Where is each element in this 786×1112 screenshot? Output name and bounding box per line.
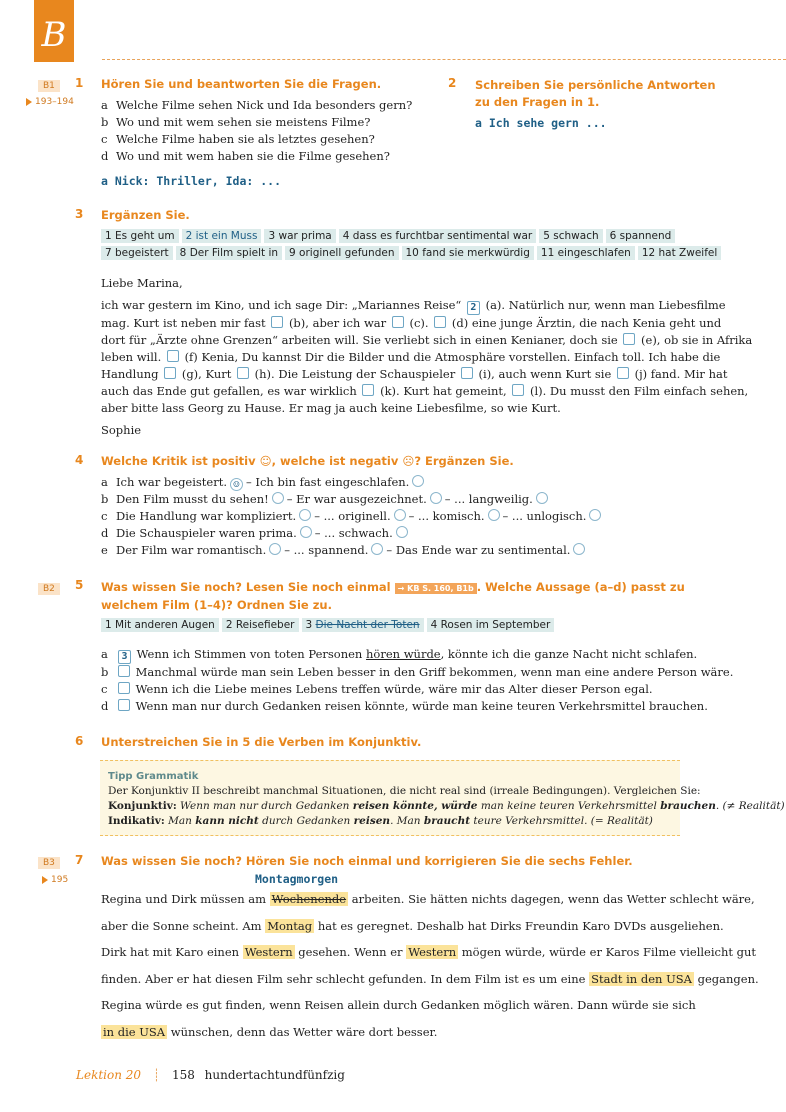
answer-circle[interactable]	[573, 543, 585, 555]
answer-circle[interactable]	[269, 543, 281, 555]
answer-box[interactable]	[164, 367, 176, 379]
answer-box[interactable]	[118, 682, 130, 694]
answer-circle[interactable]	[371, 543, 383, 555]
exercise-number: 6	[75, 734, 84, 748]
exercise-title: Was wissen Sie noch? Hören Sie noch einmal und korrigieren Sie die sechs Fehler.	[101, 854, 633, 868]
answer-circle[interactable]	[396, 526, 408, 538]
tip-title: Tipp Grammatik	[108, 771, 199, 782]
answer-box[interactable]	[271, 316, 283, 328]
answer-circle[interactable]	[272, 492, 284, 504]
correction-text: Regina und Dirk müssen am Wochenende arbeiten. Sie hätten nichts dagegen, wenn das Wetter schlecht wäre, aber die Sonne scheint. Am Montag hat es geregnet. Deshalb hat Dirks Freundin Karo DVDs ausgeliehen. Dirk hat mit Karo einen Western gesehen. Wenn er Western mögen würde, würde er Karos Filme vielleicht gut finden. Aber er hat diesen Film sehr schlecht gefunden. In dem Film ist es um eine Stadt in den USA gegangen. Regina würde es gut finden, wenn Reisen allein durch Gedanken möglich wären. Dann würde sie sich in die USA wünschen, denn das Wetter wäre dort besser.	[101, 892, 759, 1039]
exercise-title: Hören Sie und beantworten Sie die Fragen.	[101, 77, 382, 91]
exercise-title: Welche Kritik ist positiv ☺, welche ist negativ ☹? Ergänzen Sie.	[101, 454, 514, 468]
answer-box[interactable]	[434, 316, 446, 328]
play-icon	[26, 98, 32, 106]
handwritten-answer: a Nick: Thriller, Ida: ...	[101, 174, 282, 188]
audio-track-1[interactable]: 193–194	[26, 97, 74, 107]
error-highlight[interactable]: Western	[244, 945, 293, 959]
answer-circle[interactable]	[488, 509, 500, 521]
exercise-title: Was wissen Sie noch? Lesen Sie noch einmal → KB S. 160, B1b . Welche Aussage (a–d) passt zu welchem Film (1–4)? Ordnen Sie zu.	[101, 580, 685, 612]
page-footer: Lektion 20 ┊ 158 hundertachtundfünfzig	[76, 1068, 345, 1082]
exercise-number: 5	[75, 578, 84, 592]
unit-letter-tab: B	[34, 0, 74, 62]
exercise-number: 3	[75, 207, 84, 221]
handwritten-answer: a Ich sehe gern ...	[475, 116, 607, 130]
exercise-number: 2	[448, 76, 457, 90]
exercise-title: Ergänzen Sie.	[101, 208, 190, 222]
answer-box[interactable]	[167, 350, 179, 362]
level-badge-b2: B2	[38, 580, 60, 594]
statement-list: a 3 Wenn ich Stimmen von toten Personen hören würde, könnte ich die ganze Nacht nicht schlafen. b Manchmal würde man sein Leben besser in den Griff bekommen, wenn man eine andere Person wäre. c Wenn ich die Liebe meines Lebens treffen würde, wäre mir das Alter dieser Person egal. d Wenn man nur durch Gedanken reisen könnte, würde man keine teuren Verkehrsmittel brauchen.	[101, 647, 734, 713]
word-bank-row-2: 7 begeistert 8 Der Film spielt in 9 originell gefunden 10 fand sie merkwürdig 11 eingeschlafen 12 hat Zweifel	[101, 246, 721, 260]
level-badge-b3: B3	[38, 854, 60, 868]
error-highlight[interactable]: Western	[408, 945, 457, 959]
word-bank-row-1: 1 Es geht um 2 ist ein Muss 3 war prima 4 dass es furchtbar sentimental war 5 schwach 6 spannend	[101, 229, 675, 243]
answer-box[interactable]	[237, 367, 249, 379]
answer-box[interactable]	[118, 699, 130, 711]
question-list: a Welche Filme sehen Nick und Ida besonders gern? b Wo und mit wem sehen sie meistens Filme? c Welche Filme haben sie als letztes gesehen? d Wo und mit wem haben sie die Filme gesehen?	[101, 98, 413, 163]
grammar-tip-box: Tipp Grammatik Der Konjunktiv II beschreibt manchmal Situationen, die nicht real sind (irreale Bedingungen). Vergleichen Sie: Konjunktiv: Wenn man nur durch Gedanken reisen könnte, würde man keine teuren Verkehrsmittel brauchen. (≠ Realität) Indikativ: Man kann nicht durch Gedanken reisen. Man braucht teure Verkehrsmittel. (= Realität)	[100, 760, 680, 836]
answer-box[interactable]	[118, 665, 130, 677]
answer-box[interactable]: 2	[467, 301, 480, 315]
exercise-number: 7	[75, 853, 84, 867]
letter-text: Liebe Marina, ich war gestern im Kino, und ich sage Dir: „Mariannes Reise“ 2 (a). Natürlich nur, wenn man Liebesfilme mag. Kurt ist neben mir fast (b), aber ich war (c). (d) eine junge Ärztin, die nach Kenia geht und dort für „Ärzte ohne Grenzen“ arbeiten will. Sie verliebt sich in einen Kenianer, doch sie (e), ob sie in Afrika leben will. (f) Kenia, Du kannst Dir die Bilder und die Atmosphäre vorstellen. Einfach toll. Ich habe die Handlung (g), Kurt (h). Die Leistung der Schauspieler (i), auch wenn Kurt sie (j) fand. Mir hat auch das Ende gut gefallen, es war wirklich (k). Kurt hat gemeint, (l). Du musst den Film einfach sehen, aber bitte lass Georg zu Hause. Er mag ja auch keine Liebesfilme, so wie Kurt. Sophie	[101, 276, 753, 437]
answer-circle[interactable]	[299, 509, 311, 521]
error-highlight[interactable]: Montag	[267, 918, 313, 933]
critique-list: a Ich war begeistert. ☺ – Ich bin fast eingeschlafen. b Den Film musst du sehen! – Er war ausgezeichnet. – ... langweilig. c Die Handlung war kompliziert. – ... originell. – ... komisch. – ... unlogisch. d Die Schauspieler waren prima. – ... schwach. e Der Film war romantisch. – ... spannend. – Das Ende war zu sentimental.	[101, 474, 604, 559]
coursebook-reference[interactable]: → KB S. 160, B1b	[395, 583, 477, 594]
answer-circle[interactable]	[536, 492, 548, 504]
exercise-number: 4	[75, 453, 84, 467]
answer-box[interactable]	[461, 367, 473, 379]
smiley-icon[interactable]: ☺	[230, 478, 243, 491]
level-badge-b1: B1	[38, 77, 60, 91]
exercise-number: 1	[75, 76, 84, 90]
answer-box[interactable]: 3	[118, 650, 131, 664]
handwritten-correction: Montagmorgen	[255, 872, 339, 886]
answer-box[interactable]	[623, 333, 635, 345]
error-highlight[interactable]: in die USA	[103, 1024, 166, 1039]
error-highlight[interactable]: Stadt in den USA	[591, 971, 692, 986]
answer-circle[interactable]	[412, 475, 424, 487]
play-icon	[42, 876, 48, 884]
answer-circle[interactable]	[430, 492, 442, 504]
header-divider	[102, 59, 786, 60]
answer-circle[interactable]	[394, 509, 406, 521]
error-highlight[interactable]: Wochenende	[271, 892, 347, 906]
answer-box[interactable]	[512, 384, 524, 396]
answer-box[interactable]	[362, 384, 374, 396]
exercise-title: Schreiben Sie persönliche Antworten zu den Fragen in 1.	[475, 78, 716, 109]
answer-circle[interactable]	[589, 509, 601, 521]
answer-box[interactable]	[392, 316, 404, 328]
exercise-title: Unterstreichen Sie in 5 die Verben im Konjunktiv.	[101, 735, 422, 749]
answer-box[interactable]	[617, 367, 629, 379]
audio-track-2[interactable]: 195	[42, 875, 68, 885]
film-title-bank: 1 Mit anderen Augen 2 Reisefieber 3 Die Nacht der Toten 4 Rosen im September	[101, 618, 554, 632]
answer-circle[interactable]	[300, 526, 312, 538]
